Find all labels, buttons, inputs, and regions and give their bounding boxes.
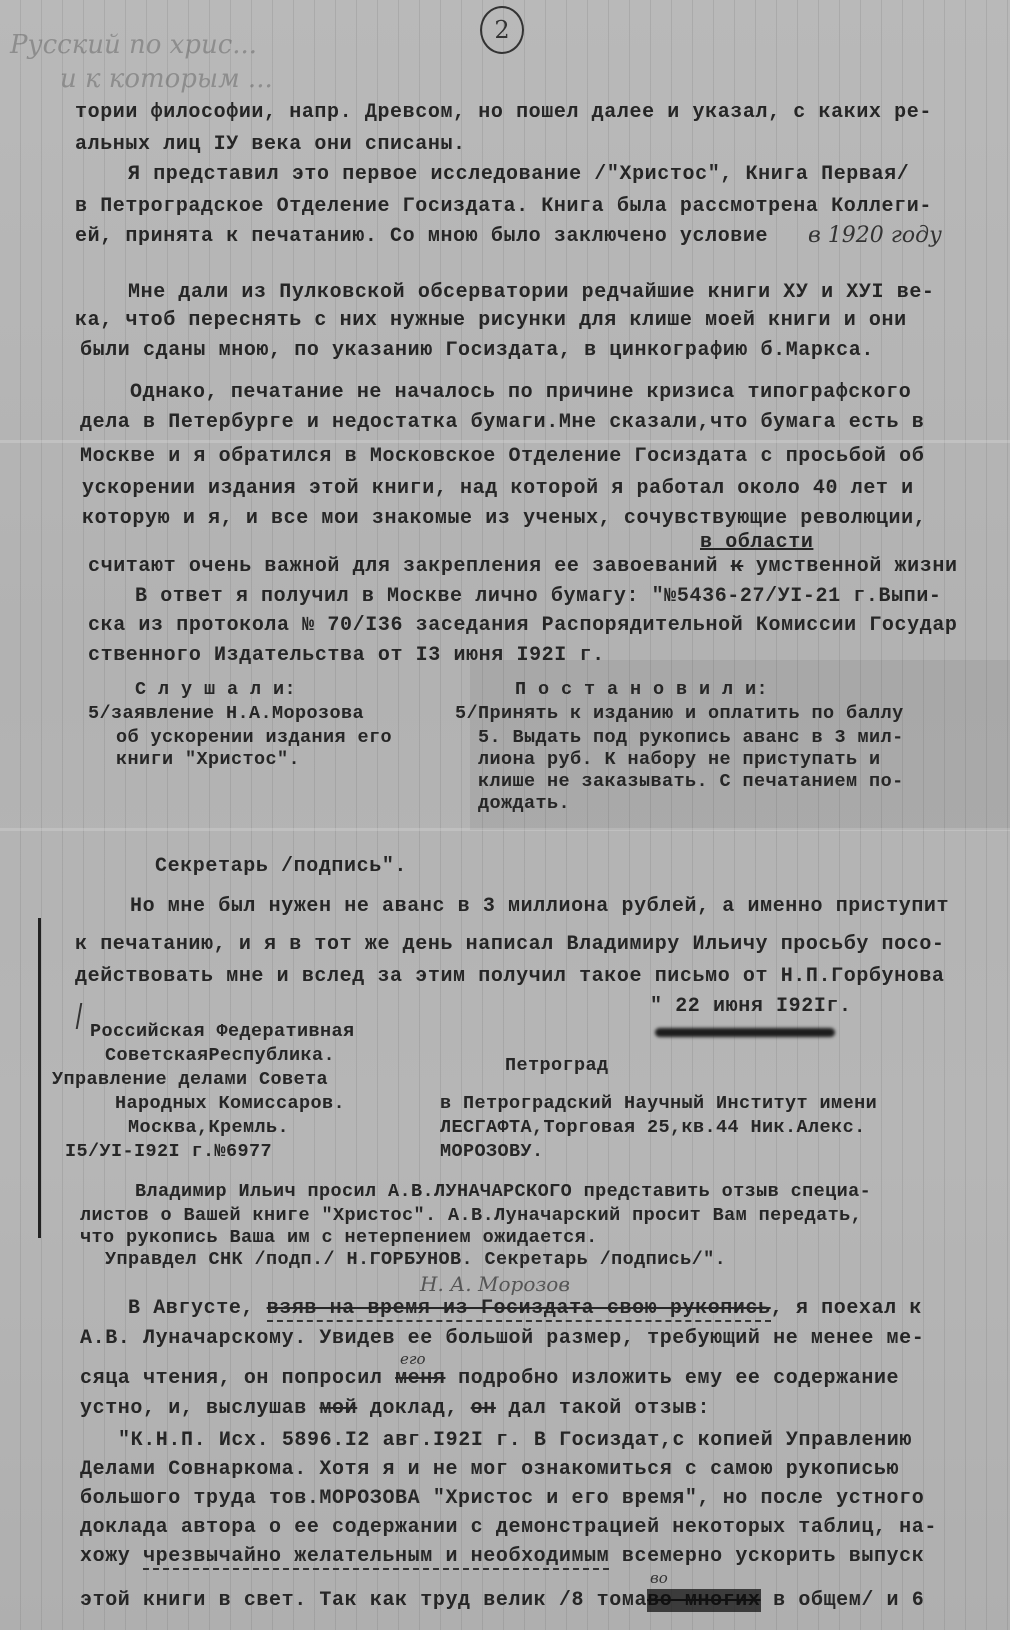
letter-body: Управдел СНК /подп./ Н.ГОРБУНОВ. Секретарь /подпись/". [105,1249,727,1270]
text-line: ей, принята к печатанию. Со мною было заключено условие [75,225,769,248]
text-line: Москве и я обратился в Московское Отделение Госиздата с просьбой об [80,445,925,468]
text-segment: хожу [80,1545,144,1568]
text-line: 5/заявление Н.А.Морозова [88,703,365,724]
text-line: ка, чтоб переснять с них нужные рисунки для клише моей книги и они [75,309,907,332]
text-line: к печатанию, и я в тот же день написал Владимиру Ильичу просьбу посо- [75,933,945,956]
letter-number: I5/УI-I92I г.№6977 [65,1141,273,1162]
page-number: 2 [480,6,524,54]
text-line: клише не заказывать. С печатанием по- [478,771,904,792]
text-line: Мне дали из Пулковской обсерватории редчайшие книги ХУ и ХУI ве- [128,281,935,304]
margin-bracket [38,918,49,1238]
text-line: большого труда тов.МОРОЗОВА "Христос и его время", но после устного [80,1487,925,1510]
text-line: доклада автора о ее содержании с демонстрацией некоторых таблиц, на- [80,1516,937,1539]
text-line: ственного Издательства от I3 июня I92I г. [88,644,605,667]
struck-text: во многих [647,1589,761,1612]
secretary-signature: Секретарь /подпись". [155,855,408,878]
text-line: 5. Выдать под рукопись аванс в 3 мил- [478,727,904,748]
letter-recipient: МОРОЗОВУ. [440,1141,544,1162]
letter-sender: Москва,Кремль. [128,1117,290,1138]
struck-text: взяв на время из Госиздата свою рукопись [266,1297,771,1320]
text-line: 5/Принять к изданию и оплатить по баллу [455,703,904,724]
letter-date: " 22 июня I92Iг. [650,995,852,1018]
text-line: были сданы мною, по указанию Госиздата, в цинкографию б.Маркса. [80,339,874,362]
text-line: Но мне был нужен не аванс в 3 миллиона рублей, а именно приступит [130,895,950,918]
text-line: А.В. Луначарскому. Увидев ее большой размер, требующий не менее ме- [80,1327,925,1350]
text-line: книги "Христос". [116,749,301,770]
letter-recipient: в Петроградский Научный Институт имени [440,1093,878,1114]
text-segment: дал такой отзыв: [495,1397,711,1420]
text-line: действовать мне и вслед за этим получил такое письмо от Н.П.Горбунова [75,965,945,988]
text-line [80,1590,924,1612]
letter-sender: СоветскаяРеспублика. [105,1045,336,1066]
text-segment: доклад, [357,1397,471,1420]
struck-text: он [470,1397,496,1420]
text-line: дождать. [478,793,571,814]
letter-city: Петроград [505,1055,609,1076]
text-line: В ответ я получил в Москве лично бумагу: "№5436-27/УI-21 г.Выпи- [135,585,942,608]
protocol-heard-heading: С л у ш а л и: [135,679,297,700]
text-line: ускорении издания этой книги, над которой я работал около 40 лет и [82,477,914,500]
text-line: которую и я, и все мои знакомые из ученых, сочувствующие революции, [82,507,927,530]
text-segment: подробно изложить ему ее содержание [445,1367,900,1390]
handwritten-note: Н. А. Морозов [420,1272,570,1296]
margin-handwriting: и к которым ... [60,64,273,94]
text-line: альных лиц IУ века они списаны. [75,133,466,156]
text-line: дела в Петербурге и недостатка бумаги.Мне сказали,что бумага есть в [80,411,925,434]
inserted-text: его [400,1350,426,1368]
text-line: ска из протокола № 70/I36 заседания Распорядительной Комиссии Государ [88,614,958,637]
text-line: тории философии, напр. Древсом, но пошел далее и указал, с каких ре- [75,101,932,124]
paper-fold [0,440,1010,443]
margin-handwriting: Русский по хрис... [10,30,258,60]
struck-text: меня [395,1367,446,1390]
text-segment: сяца чтения, он попросил [80,1367,396,1390]
text-segment: устно, и, выслушав [80,1397,320,1420]
text-line [80,1398,710,1420]
underlined-text: чрезвычайно желательным и необходимым [143,1545,610,1568]
text-line [80,1546,924,1568]
inserted-text: в области [700,531,814,554]
protocol-resolved-heading: П о с т а н о в и л и: [515,679,769,700]
inserted-text: во [650,1569,668,1587]
text-segment: этой книги в свет. Так как труд велик /8 тома [80,1589,648,1612]
text-segment: в общем/ и [760,1589,912,1612]
text-line [128,1298,922,1320]
ink-scribble [655,1028,835,1037]
text-line: "К.Н.П. Исх. 5896.I2 авг.I92I г. В Госиздат,с копией Управлению [118,1429,912,1452]
letter-sender: Управление делами Совета [52,1069,329,1090]
text-line: в Петроградское Отделение Госиздата. Книга была рассмотрена Коллеги- [75,195,932,218]
text-segment: умственной жизни [743,555,958,578]
text-segment: В Августе, [128,1297,267,1320]
text-line: лиона руб. К набору не приступать и [478,749,881,770]
letter-body: что рукопись Ваша им с нетерпением ожидается. [80,1227,598,1248]
text-line [80,1368,899,1390]
text-segment: , я поехал к [770,1297,922,1320]
handwritten-note: в 1920 году [808,223,942,248]
text-line [88,556,958,578]
letter-body: Владимир Ильич просил А.В.ЛУНАЧАРСКОГО представить отзыв специа- [135,1181,872,1202]
handwritten-mark: 6 [911,1589,925,1612]
text-line: Делами Совнаркома. Хотя я и не мог ознакомиться с самою рукописью [80,1458,900,1481]
struck-text: мой [319,1397,358,1420]
letter-body: листов о Вашей книге "Христос". А.В.Луначарский просит Вам передать, [80,1205,863,1226]
letter-recipient: ЛЕСГАФТА,Торговая 25,кв.44 Ник.Алекс. [440,1117,866,1138]
text-segment: считают очень важной для закрепления ее завоеваний [88,555,731,578]
letter-sender: Народных Комиссаров. [115,1093,346,1114]
text-line: Однако, печатание не началось по причине кризиса типографского [130,381,912,404]
letter-sender: Российская Федеративная [90,1021,355,1042]
text-segment: всемерно ускорить выпуск [609,1545,925,1568]
text-line: Я представил это первое исследование /"Христос", Книга Первая/ [128,163,910,186]
text-line: об ускорении издания его [116,727,393,748]
struck-text: к [730,555,744,578]
